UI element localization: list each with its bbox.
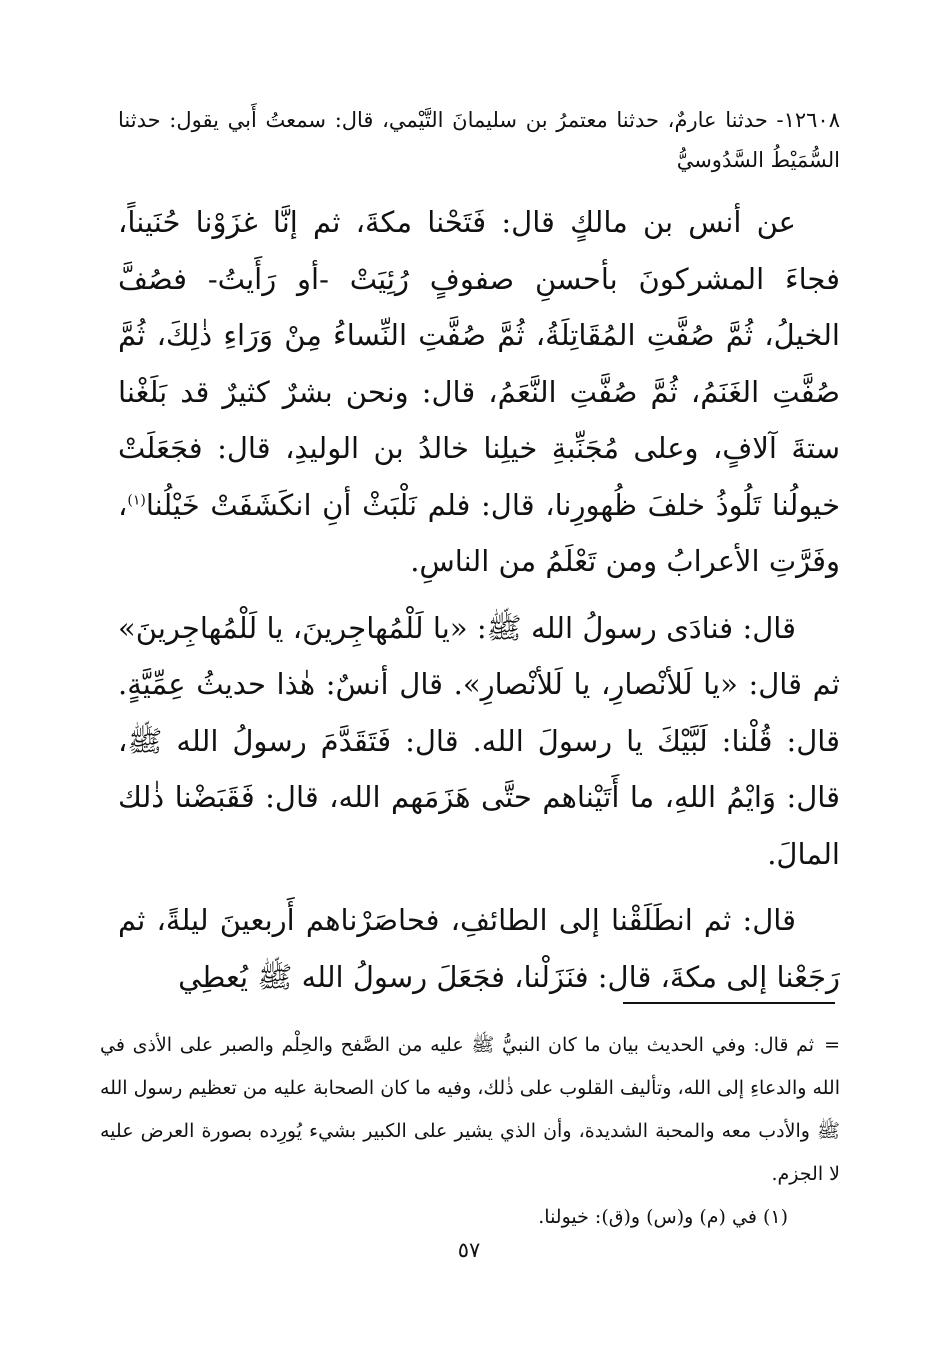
paragraph-1-text: عن أنس بن مالكٍ قال: فَتَحْنا مكةَ، ثم إنَّا غزَوْنا حُنَيناً، فجاءَ المشركونَ بأحسنِ صفوفٍ رُئِيَتْ -أو رَأَيتُ- فصُفَّ الخيلُ، ثُمَّ صُفَّتِ المُقَاتِلَةُ، ثُمَّ صُفَّتِ النِّساءُ مِنْ وَرَاءِ ذٰلِكَ، ثُمَّ صُفَّتِ الغَنَمُ، ثُمَّ صُفَّتِ النَّعَمُ، قال: ونحن بشرٌ كثيرٌ قد بَلَغْنا ستةَ آلافٍ، وعلى مُجَنِّبةِ خيلِنا خالدُ بن الوليدِ، قال: فجَعَلَتْ خيولُنا تَلُوذُ خلفَ ظُهورِنا، قال: فلم نَلْبَثْ أنِ انكَشَفَتْ خَيْلُنا [118,205,840,522]
footnote-1: (١) في (م) و(س) و(ق): خيولنا. [538,1206,788,1228]
hadith-paragraph-3: قال: ثم انطَلَقْنا إلى الطائفِ، فحاصَرْناهم أَربعينَ ليلةً، ثم رَجَعْنا إلى مكةَ، قال: فنَزَلْنا، فجَعَلَ رسولُ الله ﷺ يُعطِي [118,903,840,994]
hadith-paragraph-2: قال: فنادَى رسولُ الله ﷺ: «يا لَلْمُهاجِرينَ، يا لَلْمُهاجِرينَ» ثم قال: «يا لَلأنْصارِ، يا لَلأنْصارِ». قال أنسٌ: هٰذا حديثُ عِمِّيَّةٍ. قال: قُلْنا: لَبَّيْكَ يا رسولَ الله. قال: فَتَقَدَّمَ رسولُ الله ﷺ، قال: وَايْمُ اللهِ، ما أَتَيْناهم حتَّى هَزَمَهم الله، قال: فَقَبَضْنا ذٰلك المالَ. [118,610,840,871]
main-text [118,100,840,1015]
footnote-divider [623,1002,835,1004]
hadith-isnad: ١٢٦٠٨- حدثنا عارمٌ، حدثنا معتمرُ بن سليمانَ التَّيْمي، قال: سمعتُ أَبي يقول: حدثنا السُّمَيْطُ السَّدُوسيُّ [118,108,840,172]
hadith-paragraph-1 [118,194,840,590]
footnotes-section [100,1024,840,1239]
continuation-mark: = [824,1034,840,1056]
footnote-reference-1: (١) [127,491,146,508]
page-number: ٥٧ [457,1238,481,1262]
footnote-continuation [100,1024,840,1196]
paragraph-1-end-text: ، وفَرَّتِ الأعرابُ ومن تَعْلَمُ من الناسِ. [118,487,840,578]
footnote-continuation-text: ثم قال: وفي الحديث بيان ما كان النبيُّ ﷺ عليه من الصَّفح والحِلْم والصبر على الأذى في الله والدعاءِ إلى الله، وتأليف القلوب على ذٰلك، وفيه ما كان الصحابة عليه من تعظيم رسول الله ﷺ والأدب معه والمحبة الشديدة، وأن الذي يشير على الكبير بشيء يُورِده بصورة العرض عليه لا الجزم. [100,1034,840,1185]
